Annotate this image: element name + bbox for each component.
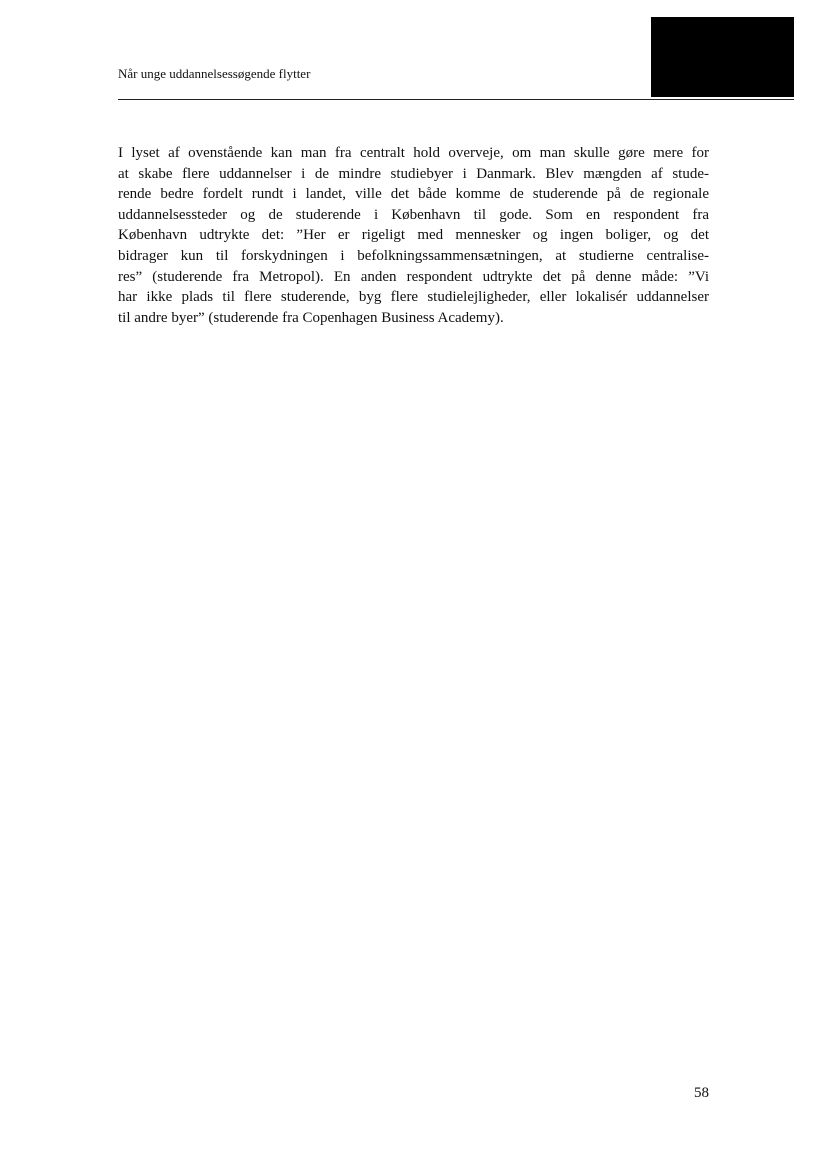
page-number: 58 bbox=[694, 1085, 709, 1101]
paragraph-line: I lyset af ovenstående kan man fra centralt hold overveje, om man skulle gøre mere for bbox=[118, 145, 709, 161]
paragraph-line: res” (studerende fra Metropol). En anden respondent udtrykte det på denne måde: ”Vi bbox=[118, 268, 709, 285]
paragraph-line: har ikke plads til flere studerende, byg flere studielejligheder, eller lokalisér uddannelser bbox=[118, 289, 709, 306]
thumb-index-tab bbox=[651, 17, 794, 97]
paragraph-line: rende bedre fordelt rundt i landet, ville det både komme de studerende på de regionale bbox=[118, 186, 709, 203]
paragraph-line: bidrager kun til forskydningen i befolkningssammensætningen, at studierne centralise- bbox=[118, 247, 709, 264]
paragraph-line: uddannelsessteder og de studerende i København til gode. Som en respondent fra bbox=[118, 206, 709, 223]
body-paragraph bbox=[118, 143, 709, 328]
paragraph-line: at skabe flere uddannelser i de mindre studiebyer i Danmark. Blev mængden af stude- bbox=[118, 165, 709, 182]
running-header-title: Når unge uddannelsessøgende flytter bbox=[118, 66, 311, 81]
header-divider bbox=[118, 99, 794, 100]
paragraph-line: København udtrykte det: ”Her er rigeligt med mennesker og ingen boliger, og det bbox=[118, 227, 709, 244]
paragraph-line: til andre byer” (studerende fra Copenhagen Business Academy). bbox=[118, 309, 504, 326]
